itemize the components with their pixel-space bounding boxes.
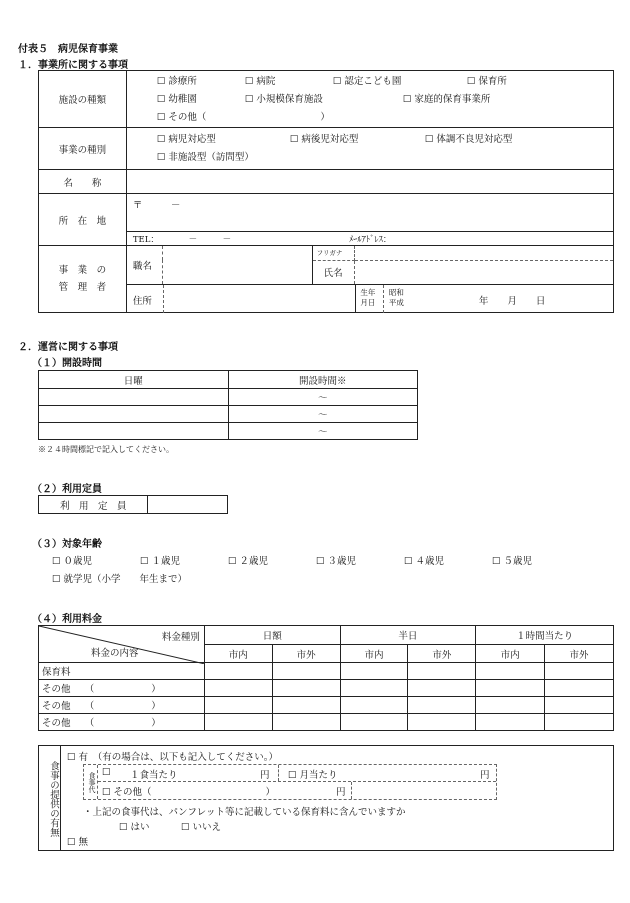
- furigana-field[interactable]: [354, 246, 613, 260]
- hours-cell[interactable]: ～: [228, 406, 418, 423]
- divider: [383, 285, 384, 313]
- meal-included-question: ・上記の食事代は、パンフレット等に記載している保育料に含んでいますか: [83, 807, 406, 818]
- option-hospital[interactable]: ☐ 病院: [245, 73, 276, 91]
- half-day-header: 半日: [340, 626, 476, 645]
- meal-other-label[interactable]: ☐ その他（ ）: [102, 784, 275, 798]
- fee-cell[interactable]: [272, 663, 340, 680]
- option-unwell[interactable]: ☐ 体調不良児対応型: [425, 131, 513, 149]
- postal-code: 〒 －: [132, 200, 181, 211]
- option-visit-type[interactable]: ☐ 非施設型（訪問型）: [157, 149, 254, 167]
- fee-cell[interactable]: [340, 697, 408, 714]
- fee-cell[interactable]: [545, 714, 614, 731]
- day-cell[interactable]: [39, 389, 229, 406]
- era-label: 昭和 平成: [388, 288, 404, 307]
- manager-label: 事 業 の 管 理 者: [39, 246, 127, 313]
- fee-row-label: その他 （ ）: [39, 680, 205, 697]
- hours-cell[interactable]: ～: [228, 423, 418, 440]
- fee-cell[interactable]: [204, 663, 272, 680]
- per-meal-unit[interactable]: 円: [260, 770, 270, 781]
- hourly-header: １時間当たり: [476, 626, 614, 645]
- fee-cell[interactable]: [476, 663, 545, 680]
- fee-cell[interactable]: [340, 663, 408, 680]
- fee-cell[interactable]: [204, 714, 272, 731]
- fee-type-label: 料金種別: [161, 632, 200, 643]
- name-label: 名 称: [39, 170, 127, 194]
- day-header: 日曜: [39, 371, 229, 389]
- fee-cell[interactable]: [476, 697, 545, 714]
- meal-side-label: 食事の提供の有無: [39, 746, 61, 850]
- date-field[interactable]: 年 月 日: [478, 296, 546, 307]
- meal-other-row: [98, 782, 352, 799]
- age-4[interactable]: ☐ ４歳児: [404, 553, 444, 567]
- meal-other-unit[interactable]: 円: [336, 787, 346, 798]
- fee-cell[interactable]: [204, 697, 272, 714]
- capacity-table: [38, 495, 228, 514]
- age-1[interactable]: ☐ １歳児: [140, 553, 180, 567]
- fee-row-label: その他 （ ）: [39, 697, 205, 714]
- fee-cell[interactable]: [340, 714, 408, 731]
- option-clinic[interactable]: ☐ 診療所: [157, 73, 197, 91]
- hours-note: ※２４時間標記で記入してください。: [38, 445, 174, 454]
- fee-cell[interactable]: [545, 697, 614, 714]
- sub-header: 市外: [272, 645, 340, 663]
- address-label: 所 在 地: [39, 194, 127, 246]
- fee-cell[interactable]: [272, 714, 340, 731]
- person-name-field[interactable]: [354, 260, 613, 284]
- capacity-heading: （２）利用定員: [32, 484, 102, 495]
- age-heading: （３）対象年齢: [32, 539, 102, 550]
- capacity-label: 利 用 定 員: [39, 496, 148, 514]
- form-title: 付表５ 病児保育事業: [18, 44, 118, 55]
- option-other-facility[interactable]: ☐ その他（ ）: [157, 109, 330, 127]
- fee-cell[interactable]: [272, 697, 340, 714]
- age-options: [52, 553, 612, 569]
- option-certified-center[interactable]: ☐ 認定こども園: [333, 73, 402, 91]
- hours-heading: （１）開設時間: [32, 358, 102, 369]
- postal-field[interactable]: [126, 194, 613, 232]
- sub-header: 市外: [408, 645, 476, 663]
- fee-cell[interactable]: [476, 714, 545, 731]
- fee-content-label: 料金の内容: [91, 648, 139, 659]
- divider: [163, 285, 164, 313]
- age-3[interactable]: ☐ ３歳児: [316, 553, 356, 567]
- contact-field[interactable]: [126, 232, 613, 246]
- hours-header: 開設時間※: [228, 371, 418, 389]
- fee-cell[interactable]: [408, 663, 476, 680]
- residence-row: [127, 284, 613, 312]
- day-cell[interactable]: [39, 423, 229, 440]
- business-type-label: 事業の種別: [39, 128, 127, 170]
- business-type-options: [126, 128, 613, 170]
- facility-type-label: 施設の種類: [39, 71, 127, 128]
- sub-header: 市内: [204, 645, 272, 663]
- fee-row-label: 保育料: [39, 663, 205, 680]
- per-meal-label: １食当たり: [130, 770, 178, 781]
- meal-box: [38, 745, 614, 851]
- fee-cell[interactable]: [340, 680, 408, 697]
- per-month-label[interactable]: ☐ 月当たり: [288, 767, 338, 781]
- furigana-label: フリガナ: [312, 246, 354, 260]
- birth-label: 生年 月日: [360, 288, 376, 307]
- fee-table: [38, 625, 614, 731]
- meal-cost-box: [83, 764, 497, 800]
- meal-no[interactable]: ☐ 無: [67, 834, 88, 848]
- hours-cell[interactable]: ～: [228, 389, 418, 406]
- fee-corner: [39, 626, 205, 663]
- answer-yes[interactable]: ☐ はい: [119, 819, 150, 833]
- per-month-unit[interactable]: 円: [480, 770, 490, 781]
- fee-cell[interactable]: [545, 663, 614, 680]
- job-title-field[interactable]: [163, 246, 312, 284]
- sub-header: 市内: [340, 645, 408, 663]
- hours-table: [38, 370, 418, 440]
- fee-cell[interactable]: [408, 714, 476, 731]
- age-2[interactable]: ☐ ２歳児: [228, 553, 268, 567]
- meal-yes[interactable]: ☐ 有 （有の場合は、以下も記入してください。）: [67, 749, 278, 763]
- fee-heading: （４）利用料金: [32, 614, 102, 625]
- tel-label: TEL： － －: [132, 234, 232, 245]
- fee-cell[interactable]: [545, 680, 614, 697]
- fee-row-label: その他 （ ）: [39, 714, 205, 731]
- fee-cell[interactable]: [476, 680, 545, 697]
- divider: [355, 285, 356, 313]
- option-home-nursery[interactable]: ☐ 家庭的保育事業所: [403, 91, 491, 109]
- option-sick-child[interactable]: ☐ 病児対応型: [157, 131, 216, 149]
- meal-row: ☐ １食当たり 円 ☐ 月当たり 円: [98, 765, 496, 782]
- sub-header: 市外: [545, 645, 614, 663]
- age-5[interactable]: ☐ ５歳児: [492, 553, 532, 567]
- age-0[interactable]: ☐ ０歳児: [52, 553, 92, 567]
- sub-header: 市内: [476, 645, 545, 663]
- day-cell[interactable]: [39, 406, 229, 423]
- daily-header: 日額: [204, 626, 340, 645]
- facility-type-options: [126, 71, 613, 128]
- capacity-field[interactable]: [148, 496, 228, 514]
- age-school[interactable]: ☐ 就学児（小学 年生まで）: [52, 571, 187, 585]
- person-name-label: 氏名: [312, 260, 354, 284]
- answer-no[interactable]: ☐ いいえ: [181, 819, 221, 833]
- name-field[interactable]: [126, 170, 613, 194]
- option-small-nursery[interactable]: ☐ 小規模保育施設: [245, 91, 323, 109]
- section2-heading: ２．運営に関する事項: [18, 342, 118, 353]
- option-nursery[interactable]: ☐ 保育所: [467, 73, 507, 91]
- email-label: ﾒｰﾙｱﾄﾞﾚｽ：: [348, 235, 392, 245]
- fee-cell[interactable]: [272, 680, 340, 697]
- option-post-sick[interactable]: ☐ 病後児対応型: [290, 131, 359, 149]
- fee-cell[interactable]: [204, 680, 272, 697]
- manager-fields: [126, 246, 613, 313]
- facility-table: [38, 70, 614, 313]
- job-title-label: 職名: [127, 246, 163, 284]
- meal-cost-label: 食事代: [84, 765, 98, 799]
- section1-heading: １．事業所に関する事項: [18, 60, 128, 71]
- option-kindergarten[interactable]: ☐ 幼稚園: [157, 91, 197, 109]
- divider: [278, 765, 279, 781]
- fee-cell[interactable]: [408, 697, 476, 714]
- fee-cell[interactable]: [408, 680, 476, 697]
- residence-label: 住所: [132, 296, 152, 307]
